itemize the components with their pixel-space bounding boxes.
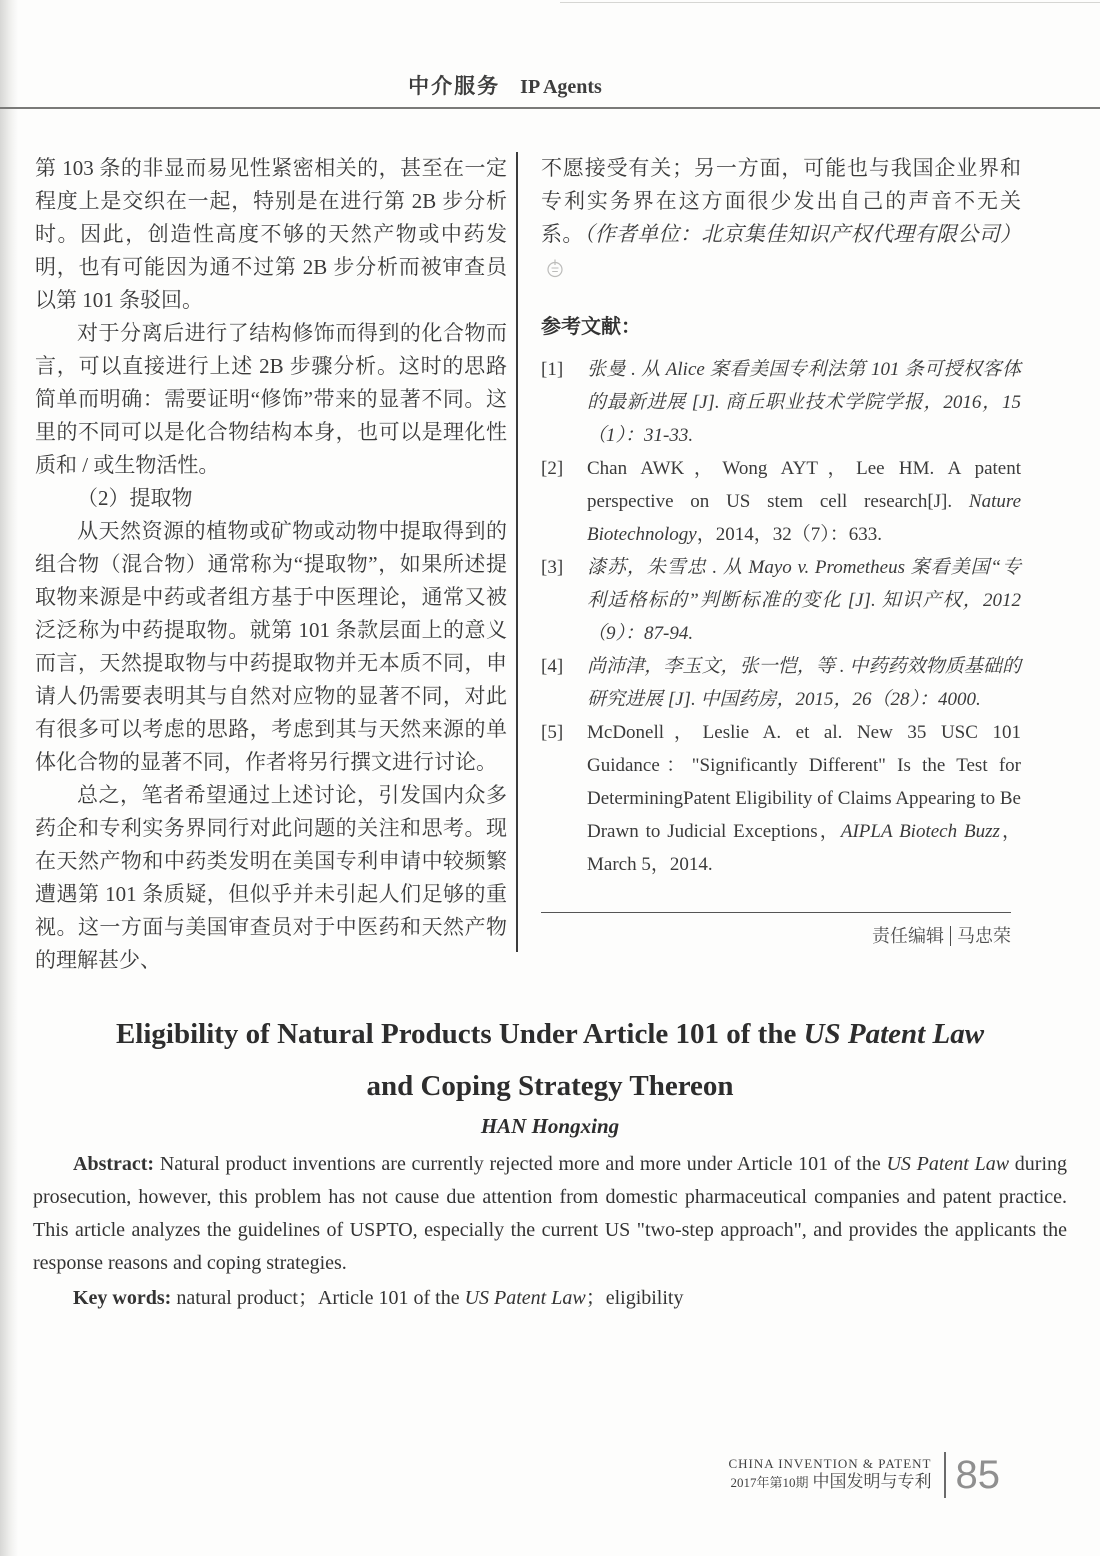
reference-text: Chan AWK，Wong AYT，Lee HM. A patent perspective on US stem cell research[J]. Nature Biotechnology，2014，32（7）：633. [587,458,1021,545]
journal-name-en: CHINA INVENTION & PATENT [728,1456,932,1472]
paragraph: 对于分离后进行了结构修饰而得到的化合物而言，可以直接进行上述 2B 步骤分析。这时的思路简单而明确：需要证明“修饰”带来的显著不同。这里的不同可以是化合物结构本身，也可以是理化性质和 / 或生物活性。 [35,321,507,477]
reference-item [541,716,1021,881]
page-header [0,70,1010,100]
article-author: HAN Hongxing [480,1114,620,1138]
reference-number: [3] [541,557,564,578]
page-footer [700,1452,1000,1498]
journal-info [729,1457,932,1492]
reference-number: [2] [541,458,564,479]
journal-title-cn: 中国发明与专利 [812,1472,932,1492]
paragraph: 总之，笔者希望通过上述讨论，引发国内众多药企和专利实务界同行对此问题的关注和思考。现在天然产物和中药类发明在美国专利申请中较频繁遭遇第 101 条质疑，但似乎并未引起人们足够的重视。这一方面与美国审查员对于中医药和天然产物的理解甚少、 [35,783,507,972]
journal-name-cn [729,1472,932,1492]
reference-text: 张曼 . 从 Alice 案看美国专利法第 101 条可授权客体的最新进展 [J]. 商丘职业技术学院学报，2016，15（1）：31-33. [587,359,1021,446]
column-divider [516,152,518,952]
editor-label: 责任编辑 [872,926,944,946]
editor-rule [541,912,1011,913]
abstract-block [33,1148,1067,1315]
issue-number: 2017年第10期 [730,1475,809,1491]
reference-number: [1] [541,359,564,380]
reference-item [541,650,1021,716]
keywords-line: Key words: natural product；Article 101 of the US Patent Law；eligibility [73,1287,684,1309]
paragraph: 第 103 条的非显而易见性紧密相关的，甚至在一定程度上是交织在一起，特别是在进行第 2B 步分析时。因此，创造性高度不够的天然产物或中药发明，也有可能因为通不过第 2B 步分析而被审查员以第 101 条驳回。 [35,156,507,312]
reference-text: 漆苏，朱雪忠 . 从 Mayo v. Prometheus 案看美国“专利适格标的”判断标准的变化 [J]. 知识产权，2012（9）：87-94. [587,557,1021,644]
closing-paragraph-text: 不愿接受有关；另一方面，可能也与我国企业界和专利实务界在这方面很少发出自己的声音不无关系。（作者单位：北京集佳知识产权代理有限公司） [541,156,1022,246]
footer-divider [944,1452,946,1498]
subsection-heading: （2）提取物 [77,486,193,510]
editor-note [541,922,1011,948]
references-heading: 参考文献： [541,316,641,338]
section-title-cn: 中介服务 [408,75,501,98]
right-column [541,152,1021,881]
header-rule [0,107,1100,109]
editor-name: 马忠荣 [950,926,1011,946]
scan-top-hairline [560,2,1100,3]
paragraph: 从天然资源的植物或矿物或动物中提取得到的组合物（混合物）通常称为“提取物”，如果所述提取物来源是中药或者组方基于中医理论，通常又被泛泛称为中药提取物。就第 101 条款层面上的意义而言，天然提取物与中药提取物并无本质不同，申请人仍需要表明其与自然对应物的显著不同，对此有很多可以考虑的思路，考虑到其与天然来源的单体化合物的显著不同，作者将另行撰文进行讨论。 [35,519,507,774]
reference-item [541,353,1021,452]
reference-number: [4] [541,656,564,677]
left-column [35,152,507,977]
article-title-line2: and Coping Strategy Thereon [366,1070,734,1102]
reference-text: 尚沛津，李玉文，张一恺，等 . 中药药效物质基础的研究进展 [J]. 中国药房，2015，26（28）：4000. [587,656,1021,710]
abstract-paragraph: Abstract: Natural product inventions are currently rejected more and more under Article 101 of the US Patent Law during prosecution, however, this problem has not cause due attention from domestic pharmaceutical companies and patent practice. This article analyzes the guidelines of USPTO, especially the current US "two-step approach", and provides the applicants the response reasons and coping strategies. [33,1153,1067,1274]
end-of-article-seal-icon [545,258,565,278]
reference-number: [5] [541,722,564,743]
article-title-en [40,1008,1060,1112]
reference-item [541,452,1021,551]
page-number: 85 [955,1452,1000,1497]
reference-item [541,551,1021,650]
closing-paragraph [541,152,1021,284]
article-title-line1: Eligibility of Natural Products Under Article 101 of the US Patent Law [115,1018,985,1050]
scan-edge-shadow [0,0,18,1556]
section-title-en: IP Agents [520,76,602,98]
reference-text: McDonell，Leslie A. et al. New 35 USC 101 Guidance："Significantly Different" Is the Test for DeterminingPatent Eligibility of Claims Appearing to Be Drawn to Judicial Exceptions，AIPLA Biotech Buzz，March 5，2014. [587,722,1021,875]
